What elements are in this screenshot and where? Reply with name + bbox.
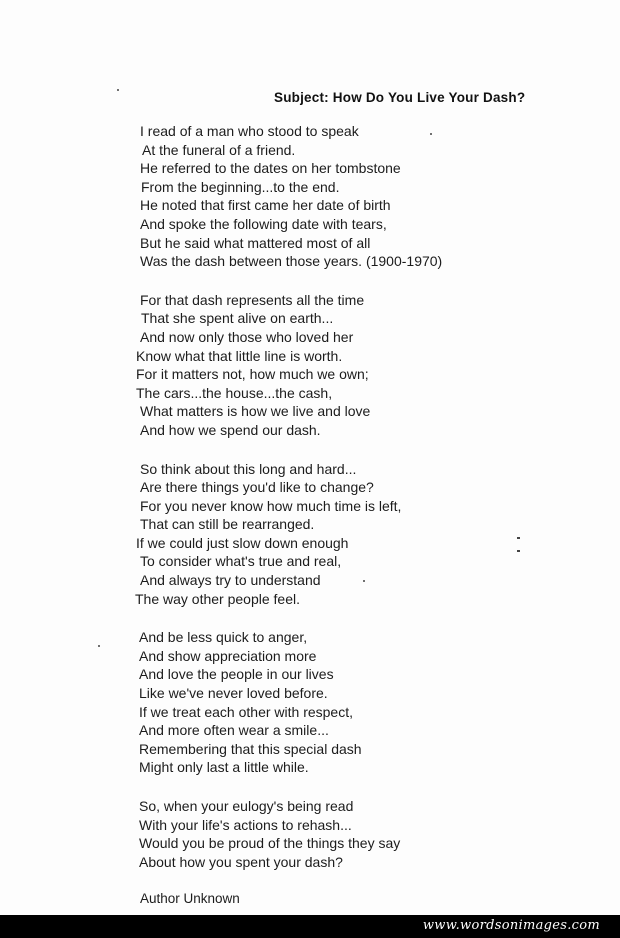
poem-line: That she spent alive on earth... — [141, 310, 334, 327]
poem-line: Know what that little line is worth. — [136, 347, 343, 364]
stanza-2 — [134, 291, 574, 440]
poem-line: For that dash represents all the time — [140, 291, 365, 308]
poem-line: That can still be rearranged. — [140, 516, 315, 533]
poem-line: And more often wear a smile... — [139, 722, 329, 739]
stanza-1 — [134, 122, 574, 271]
poem-line: The cars...the house...the cash, — [136, 384, 333, 401]
scan-speck — [430, 133, 432, 135]
poem-line: Was the dash between those years. (1900-1970) — [140, 253, 443, 270]
poem-line: What matters is how we live and love — [140, 403, 371, 420]
stanza-3 — [134, 460, 574, 609]
poem-line: And be less quick to anger, — [139, 629, 308, 646]
subject-heading: Subject: How Do You Live Your Dash? — [274, 90, 526, 105]
poem-line: And show appreciation more — [139, 647, 317, 664]
watermark-bar — [0, 915, 620, 938]
poem-line: About how you spent your dash? — [139, 853, 343, 870]
poem-line: But he said what mattered most of all — [140, 234, 371, 251]
watermark-text: www.wordsonimages.com — [422, 918, 600, 933]
stanza-5 — [134, 797, 574, 871]
poem-line: If we could just slow down enough — [136, 534, 349, 551]
scan-speck — [98, 645, 100, 647]
poem-line: He noted that first came her date of birth — [140, 197, 391, 214]
poem-line: He referred to the dates on her tombstone — [140, 160, 401, 177]
poem-line: To consider what's true and real, — [140, 553, 342, 570]
poem-line: At the funeral of a friend. — [142, 141, 296, 158]
poem-line: With your life's actions to rehash... — [139, 816, 352, 833]
poem-line: For it matters not, how much we own; — [136, 366, 369, 383]
poem-line: From the beginning...to the end. — [141, 178, 340, 195]
poem-line: And now only those who loved her — [140, 328, 354, 345]
poem-line: Might only last a little while. — [139, 759, 309, 776]
poem-line: And love the people in our lives — [139, 666, 334, 683]
poem-line: The way other people feel. — [135, 590, 300, 607]
poem-line: I read of a man who stood to speak — [140, 123, 359, 139]
scan-speck — [117, 89, 119, 91]
author-credit: Author Unknown — [140, 891, 240, 906]
poem-line: Would you be proud of the things they say — [139, 835, 401, 852]
poem-line: Remembering that this special dash — [139, 740, 362, 757]
poem-line: So, when your eulogy's being read — [139, 798, 354, 814]
poem-line: And how we spend our dash. — [140, 421, 321, 438]
poem-line: And always try to understand — [140, 572, 321, 589]
poem-line: So think about this long and hard... — [140, 460, 357, 477]
scan-speck — [517, 550, 520, 552]
scan-speck — [363, 580, 365, 582]
poem-line: Are there things you'd like to change? — [140, 479, 374, 496]
poem-line: If we treat each other with respect, — [139, 703, 353, 720]
poem-line: And spoke the following date with tears, — [140, 215, 387, 232]
poem-line: For you never know how much time is left, — [140, 497, 402, 514]
poem-body — [134, 122, 574, 891]
scan-speck — [517, 537, 520, 539]
poem-line: Like we've never loved before. — [139, 685, 328, 702]
stanza-4 — [134, 628, 574, 777]
